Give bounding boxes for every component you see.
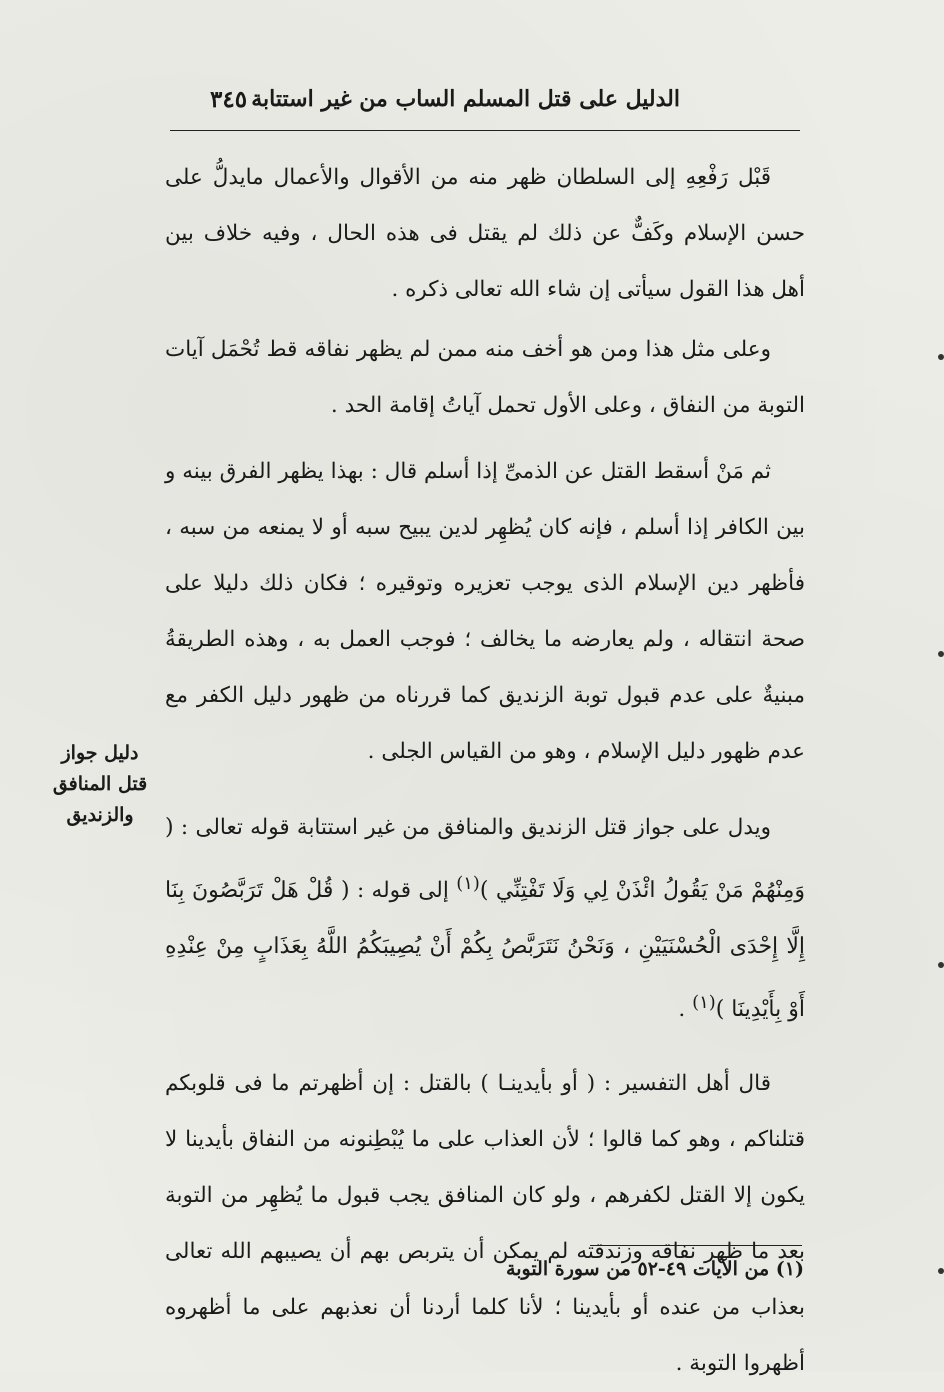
scan-speck bbox=[938, 1268, 944, 1274]
margin-note-line-1: دليل جواز bbox=[61, 742, 139, 764]
header-rule bbox=[170, 130, 800, 131]
body-text bbox=[165, 150, 805, 1392]
scan-speck bbox=[938, 354, 944, 360]
paragraph-3: ثم مَنْ أسقط القتل عن الذمىِّ إذا أسلم قال : بهذا يظهر الفرق بينه و بين الكافر إذا أسلم ، فإنه كان يُظهِر لدين يبيح سبه أو لا يمنعه من سبه ، فأظهر دين الإسلام الذى يوجب تعزيره وتوقيره ؛ فكان ذلك دليلا على صحة انتقاله ، ولم يعارضه ما يخالف ؛ فوجب العمل به ، وهذه الطريقةُ مبنيةٌ على عدم قبول توبة الزنديق كما قررناه من ظهور دليل الكفر مع عدم ظهور دليل الإسلام ، وهو من القياس الجلى . bbox=[165, 459, 805, 764]
page-number: ٣٤٥ bbox=[210, 86, 248, 113]
margin-note-line-2: قتل المنافق bbox=[52, 773, 148, 795]
paragraph-4-middle: إلى قوله : bbox=[356, 878, 449, 904]
page-header bbox=[170, 82, 800, 126]
paragraph-5: قال أهل التفسير : ( أو بأيدينـا ) بالقتل : إن أظهرتم ما فى قلوبكم قتلناكم ، وهو كما قالوا ؛ لأن العذاب على ما يُبْطِنونه من النفاق بأيدينا لا يكون إلا القتل لكفرهم ، ولو كان المنافق يجب قبول ما يُظهِر من التوبة بعد ما ظهر نفاقه وزندقته لم يمكن أن يتربص بهم أن يصيبهم الله تعالى بعذاب من عنده أو بأيدينا ؛ لأنا كلما أردنا أن نعذبهم على ما أظهروه أظهروا التوبة . bbox=[165, 1071, 805, 1377]
footnote: (١) من الآيات ٤٩-٥٢ من سورة التوبة bbox=[506, 1258, 804, 1280]
footnote-ref-2: (١) bbox=[692, 992, 716, 1014]
margin-note-line-3: والزنديق bbox=[66, 804, 134, 826]
quran-verse-1: ( وَمِنْهُمْ مَنْ يَقُولُ ائْذَنْ لِي وَلَا تَفْتِنِّي ) bbox=[165, 815, 806, 904]
paragraph-4-end: . bbox=[678, 997, 686, 1023]
paragraph-2: وعلى مثل هذا ومن هو أخف منه ممن لم يظهر نفاقه قط تُحْمَل آيات التوبة من النفاق ، وعلى الأول تحمل آياتُ إقامة الحد . bbox=[165, 337, 805, 418]
quran-verse-2: ( قُلْ هَلْ تَرَبَّصُونَ بِنَا إِلَّا إِحْدَى الْحُسْنَيَيْنِ ، وَنَحْنُ نَتَرَبَّصُ بِكُمْ أَنْ يُصِيبَكُمُ اللَّهُ بِعَذَابٍ مِنْ عِنْدِهِ أَوْ بِأَيْدِينَا ) bbox=[165, 878, 805, 1023]
footnote-rule bbox=[590, 1245, 802, 1246]
paragraph-1: قَبْل رَفْعِهِ إلى السلطان ظهر منه من الأقوال والأعمال مايدلُّ على حسن الإسلام وكَفٌّ عن ذلك لم يقتل فى هذه الحال ، وفيه خلاف بين أهل هذا القول سيأتى إن شاء الله تعالى ذكره . bbox=[165, 165, 805, 302]
scan-speck bbox=[938, 962, 944, 968]
running-title: الدليل على قتل المسلم الساب من غير استتابة bbox=[251, 86, 680, 112]
scan-speck bbox=[938, 651, 944, 657]
paragraph-4-intro: ويدل على جواز قتل الزنديق والمنافق من غير استتابة قوله تعالى : bbox=[180, 815, 771, 840]
paragraph-4 bbox=[165, 800, 805, 1038]
footnote-ref-1: (١) bbox=[456, 873, 480, 894]
margin-note bbox=[50, 738, 150, 831]
